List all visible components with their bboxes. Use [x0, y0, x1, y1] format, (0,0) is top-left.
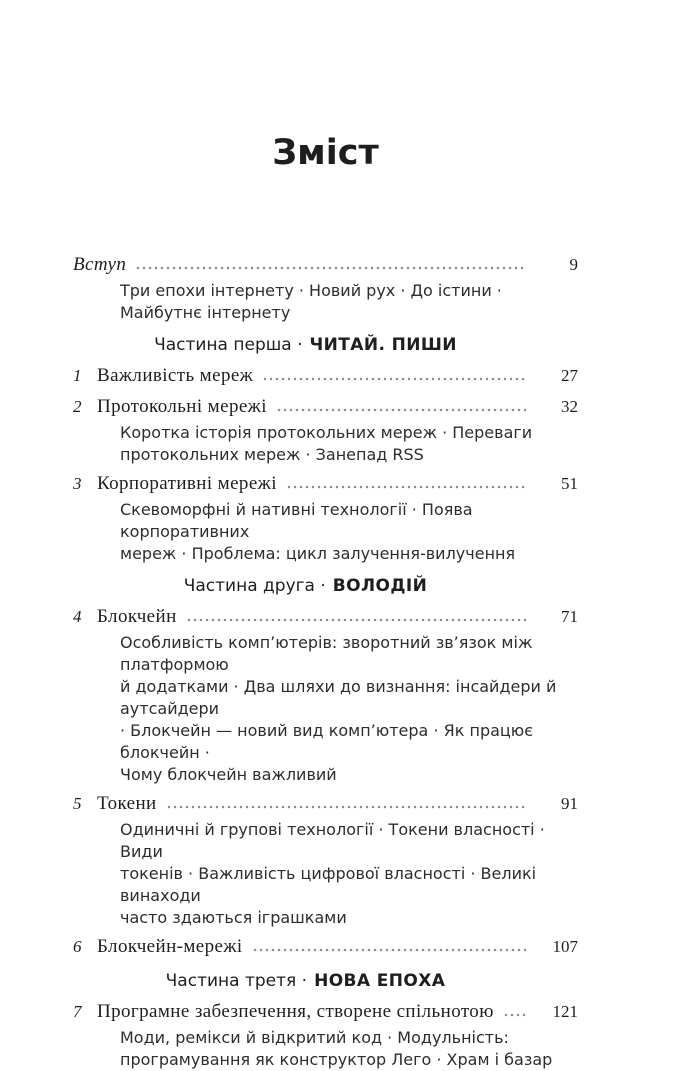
toc-row-ch2 [73, 394, 578, 420]
part-name: ВОЛОДІЙ [332, 576, 428, 596]
toc-row-ch1 [73, 363, 578, 389]
dotted-leader [166, 805, 526, 809]
topic-line: Особливість комп’ютерів: зворотний зв’язок між платформою [120, 633, 533, 674]
topic-line: Коротка історія протокольних мереж · Переваги [120, 423, 533, 442]
topic-line: Чому блокчейн важливий [120, 765, 337, 784]
toc-row-ch5 [73, 791, 578, 817]
chapter-title: Протокольні мережі [97, 396, 267, 417]
page-title: Зміст [272, 133, 379, 173]
chapter-title: Корпоративні мережі [97, 473, 277, 494]
toc-row-ch6 [73, 934, 578, 960]
part-heading-3 [73, 969, 578, 993]
chapter-title: Програмне забезпечення, створене спільнотою [97, 1001, 494, 1022]
topic-line: Майбутнє інтернету [120, 303, 291, 322]
toc-row-ch4 [73, 604, 578, 630]
page-number-intro: 9 [569, 255, 578, 274]
chapter-number: 3 [73, 474, 82, 493]
toc-entry-intro [73, 252, 578, 324]
chapter-topics [120, 819, 578, 929]
chapter-topics [120, 499, 578, 565]
toc-entry-ch6 [73, 934, 578, 960]
dotted-leader [186, 618, 526, 622]
toc-entry-ch2 [73, 394, 578, 466]
part-heading-1 [73, 333, 578, 357]
dotted-leader [262, 377, 526, 381]
toc-entry-ch1 [73, 363, 578, 389]
chapter-topics [120, 422, 578, 466]
part-label: Частина третя · [165, 971, 308, 991]
topic-line: мереж · Проблема: цикл залучення-вилучення [120, 544, 516, 563]
page-number: 71 [561, 607, 578, 626]
toc-entry-ch3 [73, 471, 578, 565]
chapter-number: 6 [73, 937, 82, 956]
intro-title: Вступ [73, 254, 127, 275]
chapter-title: Важливість мереж [97, 365, 254, 386]
dotted-leader [276, 408, 526, 412]
part-label: Частина друга · [183, 576, 326, 596]
part-name: ЧИТАЙ. ПИШИ [309, 335, 457, 355]
page-number: 27 [561, 366, 578, 385]
page-number: 51 [561, 474, 578, 493]
topic-line: протокольних мереж · Занепад RSS [120, 445, 424, 464]
topic-line: часто здаються іграшками [120, 908, 347, 927]
chapter-title: Блокчейн [97, 606, 177, 627]
part-name: НОВА ЕПОХА [314, 971, 446, 991]
chapter-topics [120, 1027, 578, 1071]
toc-row-ch3 [73, 471, 578, 497]
page-number: 107 [552, 937, 578, 956]
topic-line: Моди, ремікси й відкритий код · Модульність: [120, 1028, 509, 1047]
chapter-number: 1 [73, 366, 82, 385]
topic-line: Три епохи інтернету · Новий рух · До істини · [120, 281, 502, 300]
chapter-title: Блокчейн-мережі [97, 936, 243, 957]
toc-row-intro [73, 252, 578, 278]
chapter-number: 4 [73, 607, 82, 626]
toc-entry-ch4 [73, 604, 578, 786]
dotted-leader [252, 948, 526, 952]
topic-line: Скевоморфні й нативні технології · Поява корпоративних [120, 500, 473, 541]
toc-entry-ch7 [73, 999, 578, 1071]
dotted-leader [135, 266, 526, 270]
topic-line: Одиничні й групові технології · Токени власності · Види [120, 820, 545, 861]
page-number: 32 [561, 397, 578, 416]
chapter-number: 7 [73, 1002, 82, 1021]
chapter-number: 5 [73, 794, 82, 813]
toc-row-ch7 [73, 999, 578, 1025]
page-number: 121 [552, 1002, 578, 1021]
chapter-topics [120, 632, 578, 786]
dotted-leader [286, 485, 526, 489]
toc-entry-ch5 [73, 791, 578, 929]
intro-topics [120, 280, 578, 324]
part-label: Частина перша · [154, 335, 303, 355]
topic-line: токенів · Важливість цифрової власності · Великі винаходи [120, 864, 537, 905]
chapter-title: Токени [97, 793, 157, 814]
chapter-number: 2 [73, 397, 82, 416]
page-number: 91 [561, 794, 578, 813]
dotted-leader [503, 1013, 526, 1017]
part-heading-2 [73, 574, 578, 598]
topic-line: · Блокчейн — новий вид комп’ютера · Як працює блокчейн · [120, 721, 534, 762]
topic-line: програмування як конструктор Лего · Храм і базар [120, 1050, 553, 1069]
topic-line: й додатками · Два шляхи до визнання: інсайдери й аутсайдери [120, 677, 557, 718]
